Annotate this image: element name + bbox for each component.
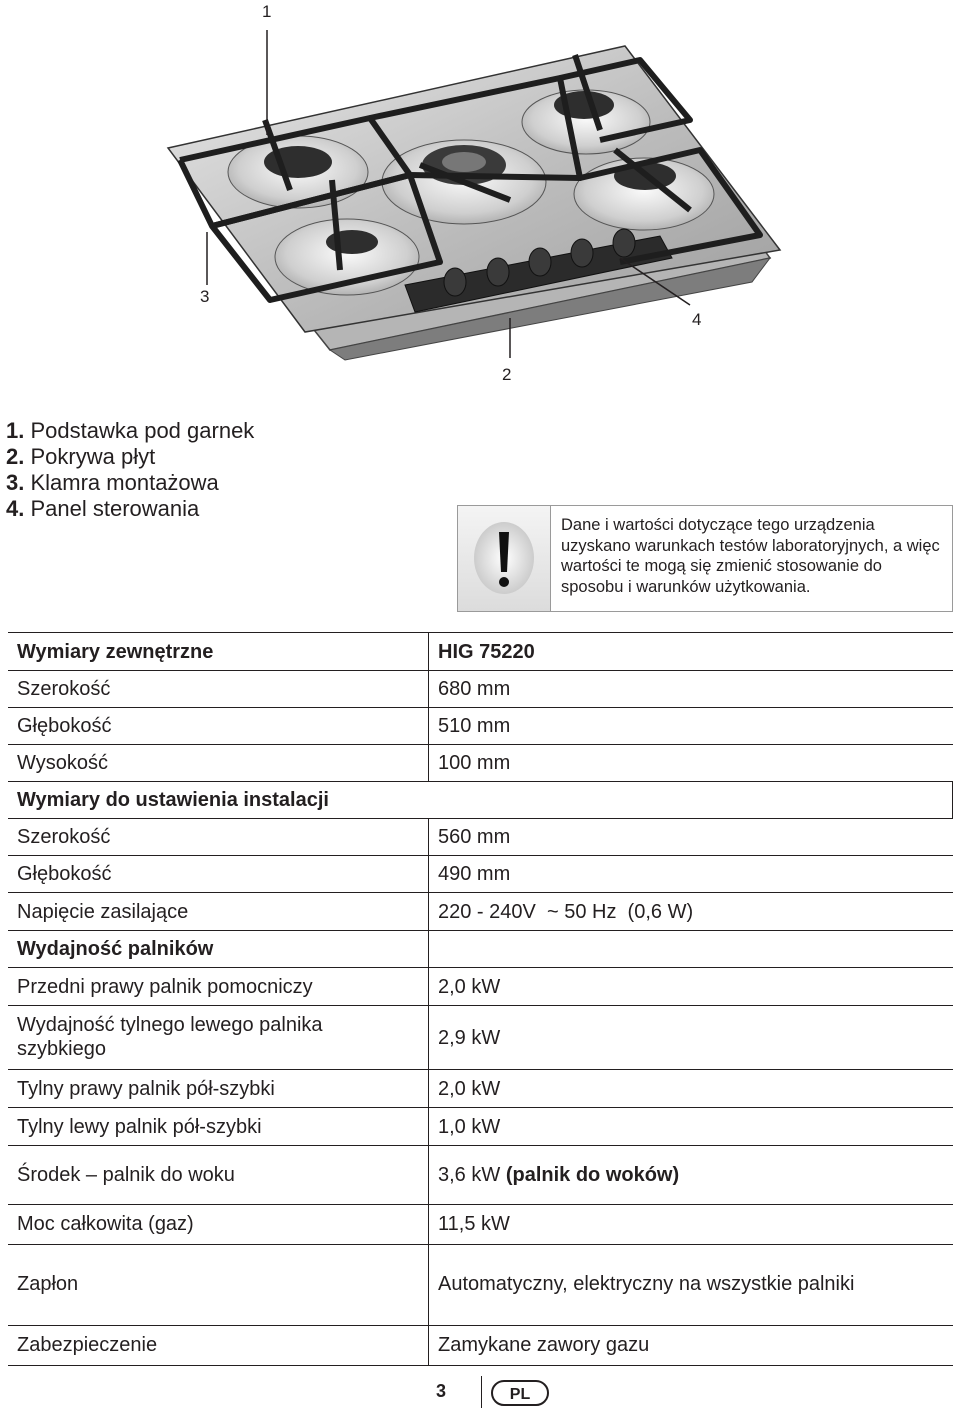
warning-icon-cell [458,506,551,611]
callout-2: 2 [502,365,512,384]
legend-item: 4. Panel sterowania [6,496,200,521]
table-row: Tylny lewy palnik pół-szybki 1,0 kW [8,1107,953,1146]
table-row: Szerokość 560 mm [8,818,953,856]
table-row: Szerokość 680 mm [8,670,953,708]
table-row: Wymiary zewnętrzne HIG 75220 [8,632,953,671]
table-row: Zabezpieczenie Zamykane zawory gazu [8,1325,953,1366]
legend-item: 2. Pokrywa płyt [6,444,156,469]
warning-note [457,505,953,612]
table-row: Środek – palnik do woku 3,6 kW (palnik do woków) [8,1145,953,1205]
table-row: Wydajność palników [8,930,953,968]
callout-1: 1 [262,2,272,21]
table-row: Przedni prawy palnik pomocniczy 2,0 kW [8,967,953,1006]
page-number: 3 [436,1381,447,1401]
language-badge [490,1379,550,1407]
language-code: PL [509,1386,531,1403]
parts-legend [6,418,254,522]
table-row: Wysokość 100 mm [8,744,953,782]
table-row: Zapłon Automatyczny, elektryczny na wszystkie palniki [8,1244,953,1326]
legend-item: 3. Klamra montażowa [6,470,219,495]
callout-3: 3 [200,287,210,306]
table-row: Głębokość 490 mm [8,855,953,893]
table-row: Napięcie zasilające 220 - 240V ~ 50 Hz (0,6 W) [8,892,953,931]
table-row: Głębokość 510 mm [8,707,953,745]
exclamation-icon [458,506,551,611]
footer-divider [481,1376,482,1408]
table-row: Moc całkowita (gaz) 11,5 kW [8,1204,953,1245]
table-row: Wymiary do ustawienia instalacji [8,781,953,819]
callout-4: 4 [692,310,702,329]
table-row: Wydajność tylnego lewego palnika szybkiego 2,9 kW [8,1005,953,1070]
gas-hob-illustration [0,0,960,400]
table-row: Tylny prawy palnik pół-szybki 2,0 kW [8,1069,953,1108]
legend-item: 1. Podstawka pod garnek [6,418,255,443]
warning-text: Dane i wartości dotyczące tego urządzenia uzyskano warunkach testów laboratoryjnych, a więc wartości te mogą się zmienić stosowanie do sposobu i warunków użytkowania. [561,516,940,596]
